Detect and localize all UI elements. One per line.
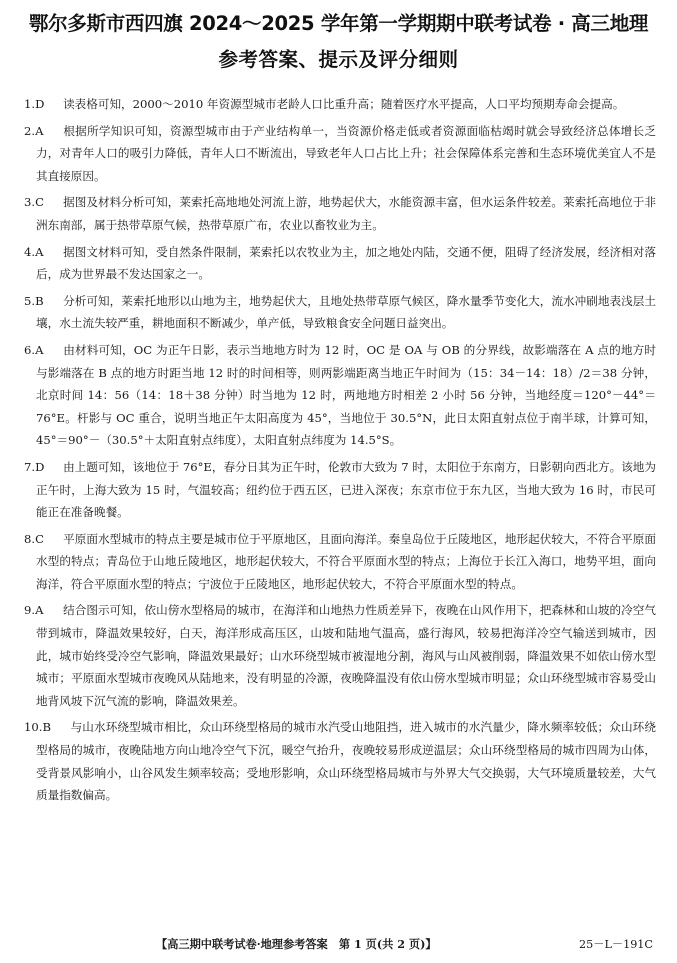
answer-item (24, 93, 656, 116)
item-explanation: 据图及材料分析可知，莱索托高地地处河流上游，地势起伏大，水能资源丰富，但水运条件较差。莱索托高地位于非洲东南部，属于热带草原气候，热带草原广布，农业以畜牧业为主。 (36, 195, 656, 232)
item-number: 5. (24, 293, 36, 308)
item-answer: A (35, 342, 44, 357)
item-explanation: 结合图示可知，依山傍水型格局的城市，在海洋和山地热力性质差异下，夜晚在山风作用下，把森林和山坡的冷空气带到城市，降温效果较好，白天，海洋形成高压区，山坡和陆地气温高，盛行海风，较易把海洋冷空气输送到城市，因此，城市始终受冷空气影响，降温效果最好；山水环绕型城市被湿地分割，海风与山风被削弱，降温效果不如依山傍水型城市；平原面水型城市夜晚风从陆地来，没有明显的冷源，夜晚降温没有依山傍水型城市明显；众山环绕型城市容易受山地背风坡下沉气流的影响，降温效果差。 (36, 603, 656, 708)
item-answer: D (35, 97, 45, 111)
item-answer: C (35, 531, 44, 546)
answer-item (24, 339, 656, 452)
item-number: 7. (24, 459, 36, 474)
answer-list (24, 93, 656, 811)
item-number: 8. (24, 531, 36, 546)
item-explanation: 由材料可知，OC 为正午日影，表示当地地方时为 12 时，OC 是 OA 与 OB 的分界线，故影端落在 A 点的地方时与影端落在 B 点的地方时距当地 12 时的时间相等，则两影端距离当地正午时间为（15：34－14：18）/2＝38 分钟，北京时间 14：56（14：18＋38 分钟）时当地为 12 时，两地地方时相差 2 小时 56 分钟，当地经度＝120°－44°＝76°E。杆影与 OC 重合，说明当地正午太阳高度为 45°，当地位于 30.5°N，此日太阳直射点位于南半球，计算可知，45°＝90°－（30.5°＋太阳直射点纬度），太阳直射点纬度为 14.5°S。 (36, 342, 656, 448)
answer-item (24, 241, 656, 286)
answer-item (24, 528, 656, 596)
page-title: 鄂尔多斯市西四旗 2024～2025 学年第一学期期中联考试卷 · 高三地理 (28, 12, 649, 35)
page-subtitle: 参考答案、提示及评分细则 (218, 48, 459, 71)
item-answer: A (35, 123, 44, 138)
item-number: 10. (24, 720, 43, 735)
item-number: 6. (24, 342, 36, 357)
answer-item (24, 456, 656, 524)
item-number: 2. (24, 123, 36, 138)
answer-item (24, 716, 656, 806)
answer-item (24, 290, 656, 335)
footer-page-info: 【高三期中联考试卷·地理参考答案 第 1 页(共 2 页)】 (156, 937, 437, 951)
item-answer: B (35, 293, 44, 308)
item-explanation: 根据所学知识可知，资源型城市由于产业结构单一，当资源价格走低或者资源面临枯竭时就会导致经济总体增长乏力，对青年人口的吸引力降低，青年人口不断流出，导致老年人口占比上升；社会保障体系完善和生态环境优美宜人不是其直接原因。 (36, 123, 656, 183)
item-number: 3. (24, 195, 36, 210)
item-number: 9. (24, 603, 36, 618)
item-answer: D (35, 459, 45, 474)
answer-item (24, 191, 656, 236)
item-explanation: 据图文材料可知，受自然条件限制，莱索托以农牧业为主，加之地处内陆，交通不便，阻碍了经济发展，经济相对落后，成为世界最不发达国家之一。 (36, 244, 656, 282)
item-explanation: 平原面水型城市的特点主要是城市位于平原地区，且面向海洋。秦皇岛位于丘陵地区，地形起伏较大，不符合平原面水型的特点；青岛位于山地丘陵地区，地形起伏较大，不符合平原面水型的特点；上海位于长江入海口，地势平坦，面向海洋，符合平原面水型的特点；宁波位于丘陵地区，地形起伏较大，不符合平原面水型的特点。 (36, 531, 656, 591)
item-answer: B (42, 720, 51, 735)
item-number: 4. (24, 244, 36, 259)
item-number: 1. (24, 97, 36, 111)
item-explanation: 与山水环绕型城市相比，众山环绕型格局的城市水汽受山地阻挡，进入城市的水汽量少，降水频率较低；众山环绕型格局的城市，夜晚陆地方向山地冷空气下沉，暖空气抬升，夜晚较易形成逆温层；众山环绕型格局的城市四周为山体，受背景风影响小，山谷风发生频率较高；受地形影响，众山环绕型格局城市与外界大气交换弱，大气环境质量较差，大气质量指数偏高。 (36, 720, 656, 803)
page-footer (0, 936, 677, 954)
answer-item (24, 599, 656, 712)
item-answer: A (35, 244, 44, 259)
item-explanation: 分析可知，莱索托地形以山地为主，地势起伏大，且地处热带草原气候区，降水量季节变化大，流水冲刷地表浅层土壤，水土流失较严重，耕地面积不断减少，单产低，导致粮食安全问题日益突出。 (36, 293, 656, 331)
answer-item (24, 120, 656, 188)
item-explanation: 由上题可知，该地位于 76°E，春分日其为正午时，伦敦市大致为 7 时，太阳位于东南方，日影朝向西北方。该地为正午时，上海大致为 15 时，气温较高；纽约位于西五区，已进入深夜；东京市位于东九区，当地大致为 16 时，市民可能正在准备晚餐。 (36, 459, 656, 520)
item-answer: A (35, 603, 44, 618)
footer-exam-code: 25－L－191C (579, 938, 653, 951)
item-explanation: 读表格可知，2000～2010 年资源型城市老龄人口比重升高；随着医疗水平提高，人口平均预期寿命会提高。 (63, 97, 625, 111)
item-answer: C (35, 195, 44, 210)
